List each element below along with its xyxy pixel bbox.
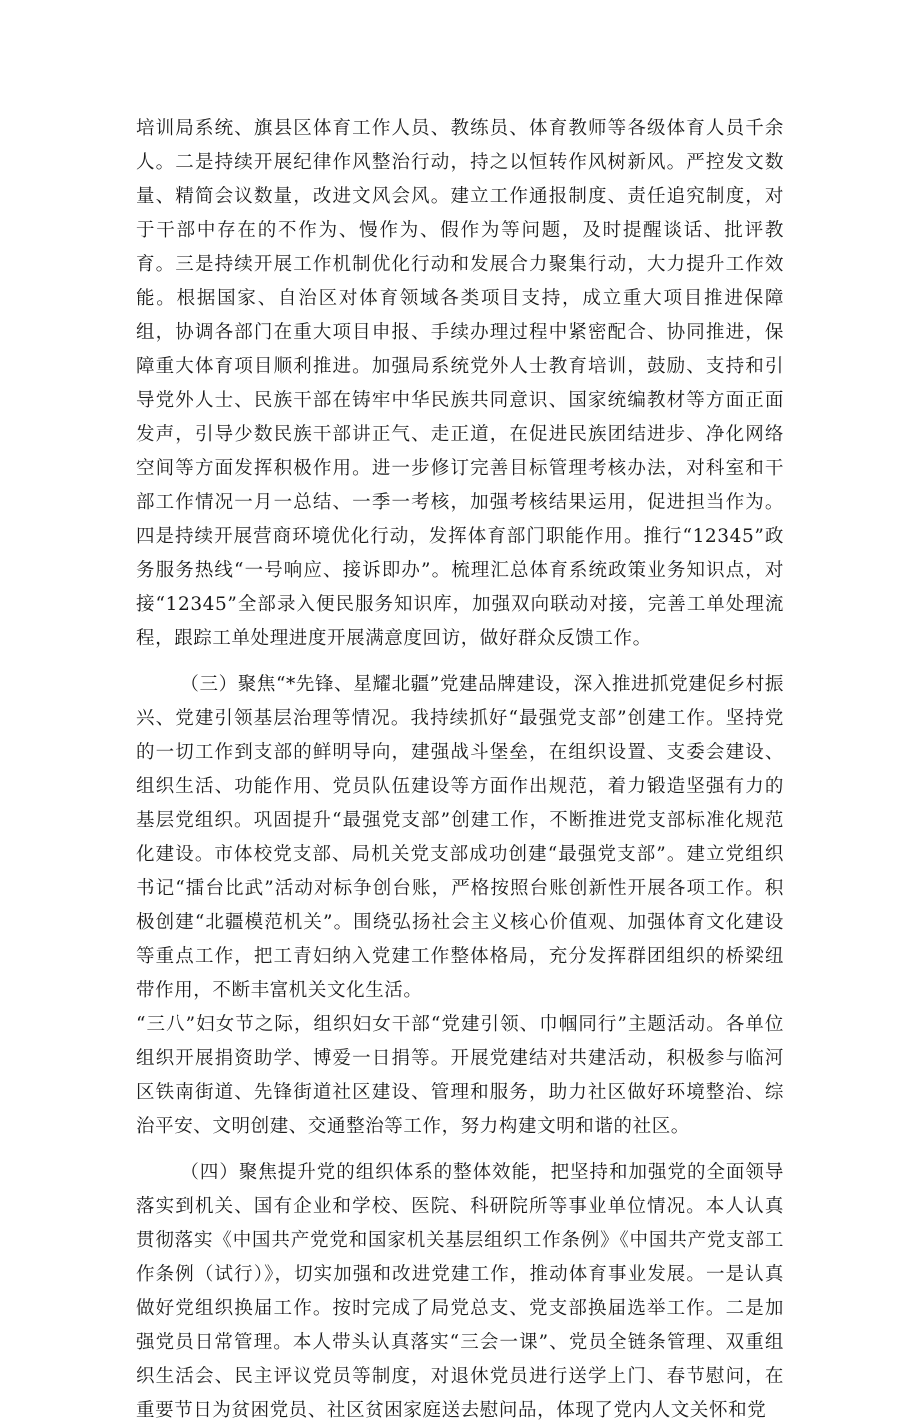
paragraph-4: （四）聚焦提升党的组织体系的整体效能，把坚持和加强党的全面领导落实到机关、国有企业和学校、医院、科研院所等事业单位情况。本人认真贯彻落实《中国共产党党和国家机关基层组织工作条例》《中国共产党支部工作条例（试行）》，切实加强和改进党建工作，推动体育事业发展。一是认真做好党组织换届工作。按时完成了局党总支、党支部换届选举工作。二是加强党员日常管理。本人带头认真落实“三会一课”、党员全链条管理、双重组织生活会、民主评议党员等制度，对退休党员进行送学上门、春节慰问，在重要节日为贫困党员、社区贫困家庭送去慰问品，体现了党内人文关怀和党 (136, 1162, 784, 1421)
paragraph-1: 培训局系统、旗县区体育工作人员、教练员、体育教师等各级体育人员千余人。二是持续开展纪律作风整治行动，持之以恒转作风树新风。严控发文数量、精简会议数量，改进文风会风。建立工作通报制度、责任追究制度，对于干部中存在的不作为、慢作为、假作为等问题，及时提醒谈话、批评教育。三是持续开展工作机制优化行动和发展合力聚集行动，大力提升工作效能。根据国家、自治区对体育领域各类项目支持，成立重大项目推进保障组，协调各部门在重大项目申报、手续办理过程中紧密配合、协同推进，保障重大体育项目顺利推进。加强局系统党外人士教育培训，鼓励、支持和引导党外人士、民族干部在铸牢中华民族共同意识、国家统编教材等方面正面发声，引导少数民族干部讲正气、走正道，在促进民族团结进步、净化网络空间等方面发挥积极作用。进一步修订完善目标管理考核办法，对科室和干部工作情况一月一总结、一季一考核，加强考核结果运用，促进担当作为。四是持续开展营商环境优化行动，发挥体育部门职能作用。推行“12345”政务服务热线“一号响应、接诉即办”。梳理汇总体育系统政策业务知识点，对接“12345”全部录入便民服务知识库，加强双向联动对接，完善工单处理流程，跟踪工单处理进度开展满意度回访，做好群众反馈工作。 (136, 118, 784, 649)
document-body (136, 112, 784, 1428)
paragraph-3: “三八”妇女节之际，组织妇女干部“党建引领、巾帼同行”主题活动。各单位组织开展捐资助学、博爱一日捐等。开展党建结对共建活动，积极参与临河区铁南街道、先锋街道社区建设、管理和服务，助力社区做好环境整治、综治平安、文明创建、交通整治等工作，努力构建文明和谐的社区。 (136, 1014, 784, 1137)
paragraph-2: （三）聚焦“*先锋、星耀北疆”党建品牌建设，深入推进抓党建促乡村振兴、党建引领基层治理等情况。我持续抓好“最强党支部”创建工作。坚持党的一切工作到支部的鲜明导向，建强战斗堡垒，在组织设置、支委会建设、组织生活、功能作用、党员队伍建设等方面作出规范，着力锻造坚强有力的基层党组织。巩固提升“最强党支部”创建工作，不断推进党支部标准化规范化建设。市体校党支部、局机关党支部成功创建“最强党支部”。建立党组织书记“擂台比武”活动对标争创台账，严格按照台账创新性开展各项工作。积极创建“北疆模范机关”。围绕弘扬社会主义核心价值观、加强体育文化建设等重点工作，把工青妇纳入党建工作整体格局，充分发挥群团组织的桥梁纽带作用，不断丰富机关文化生活。 (136, 674, 784, 1001)
